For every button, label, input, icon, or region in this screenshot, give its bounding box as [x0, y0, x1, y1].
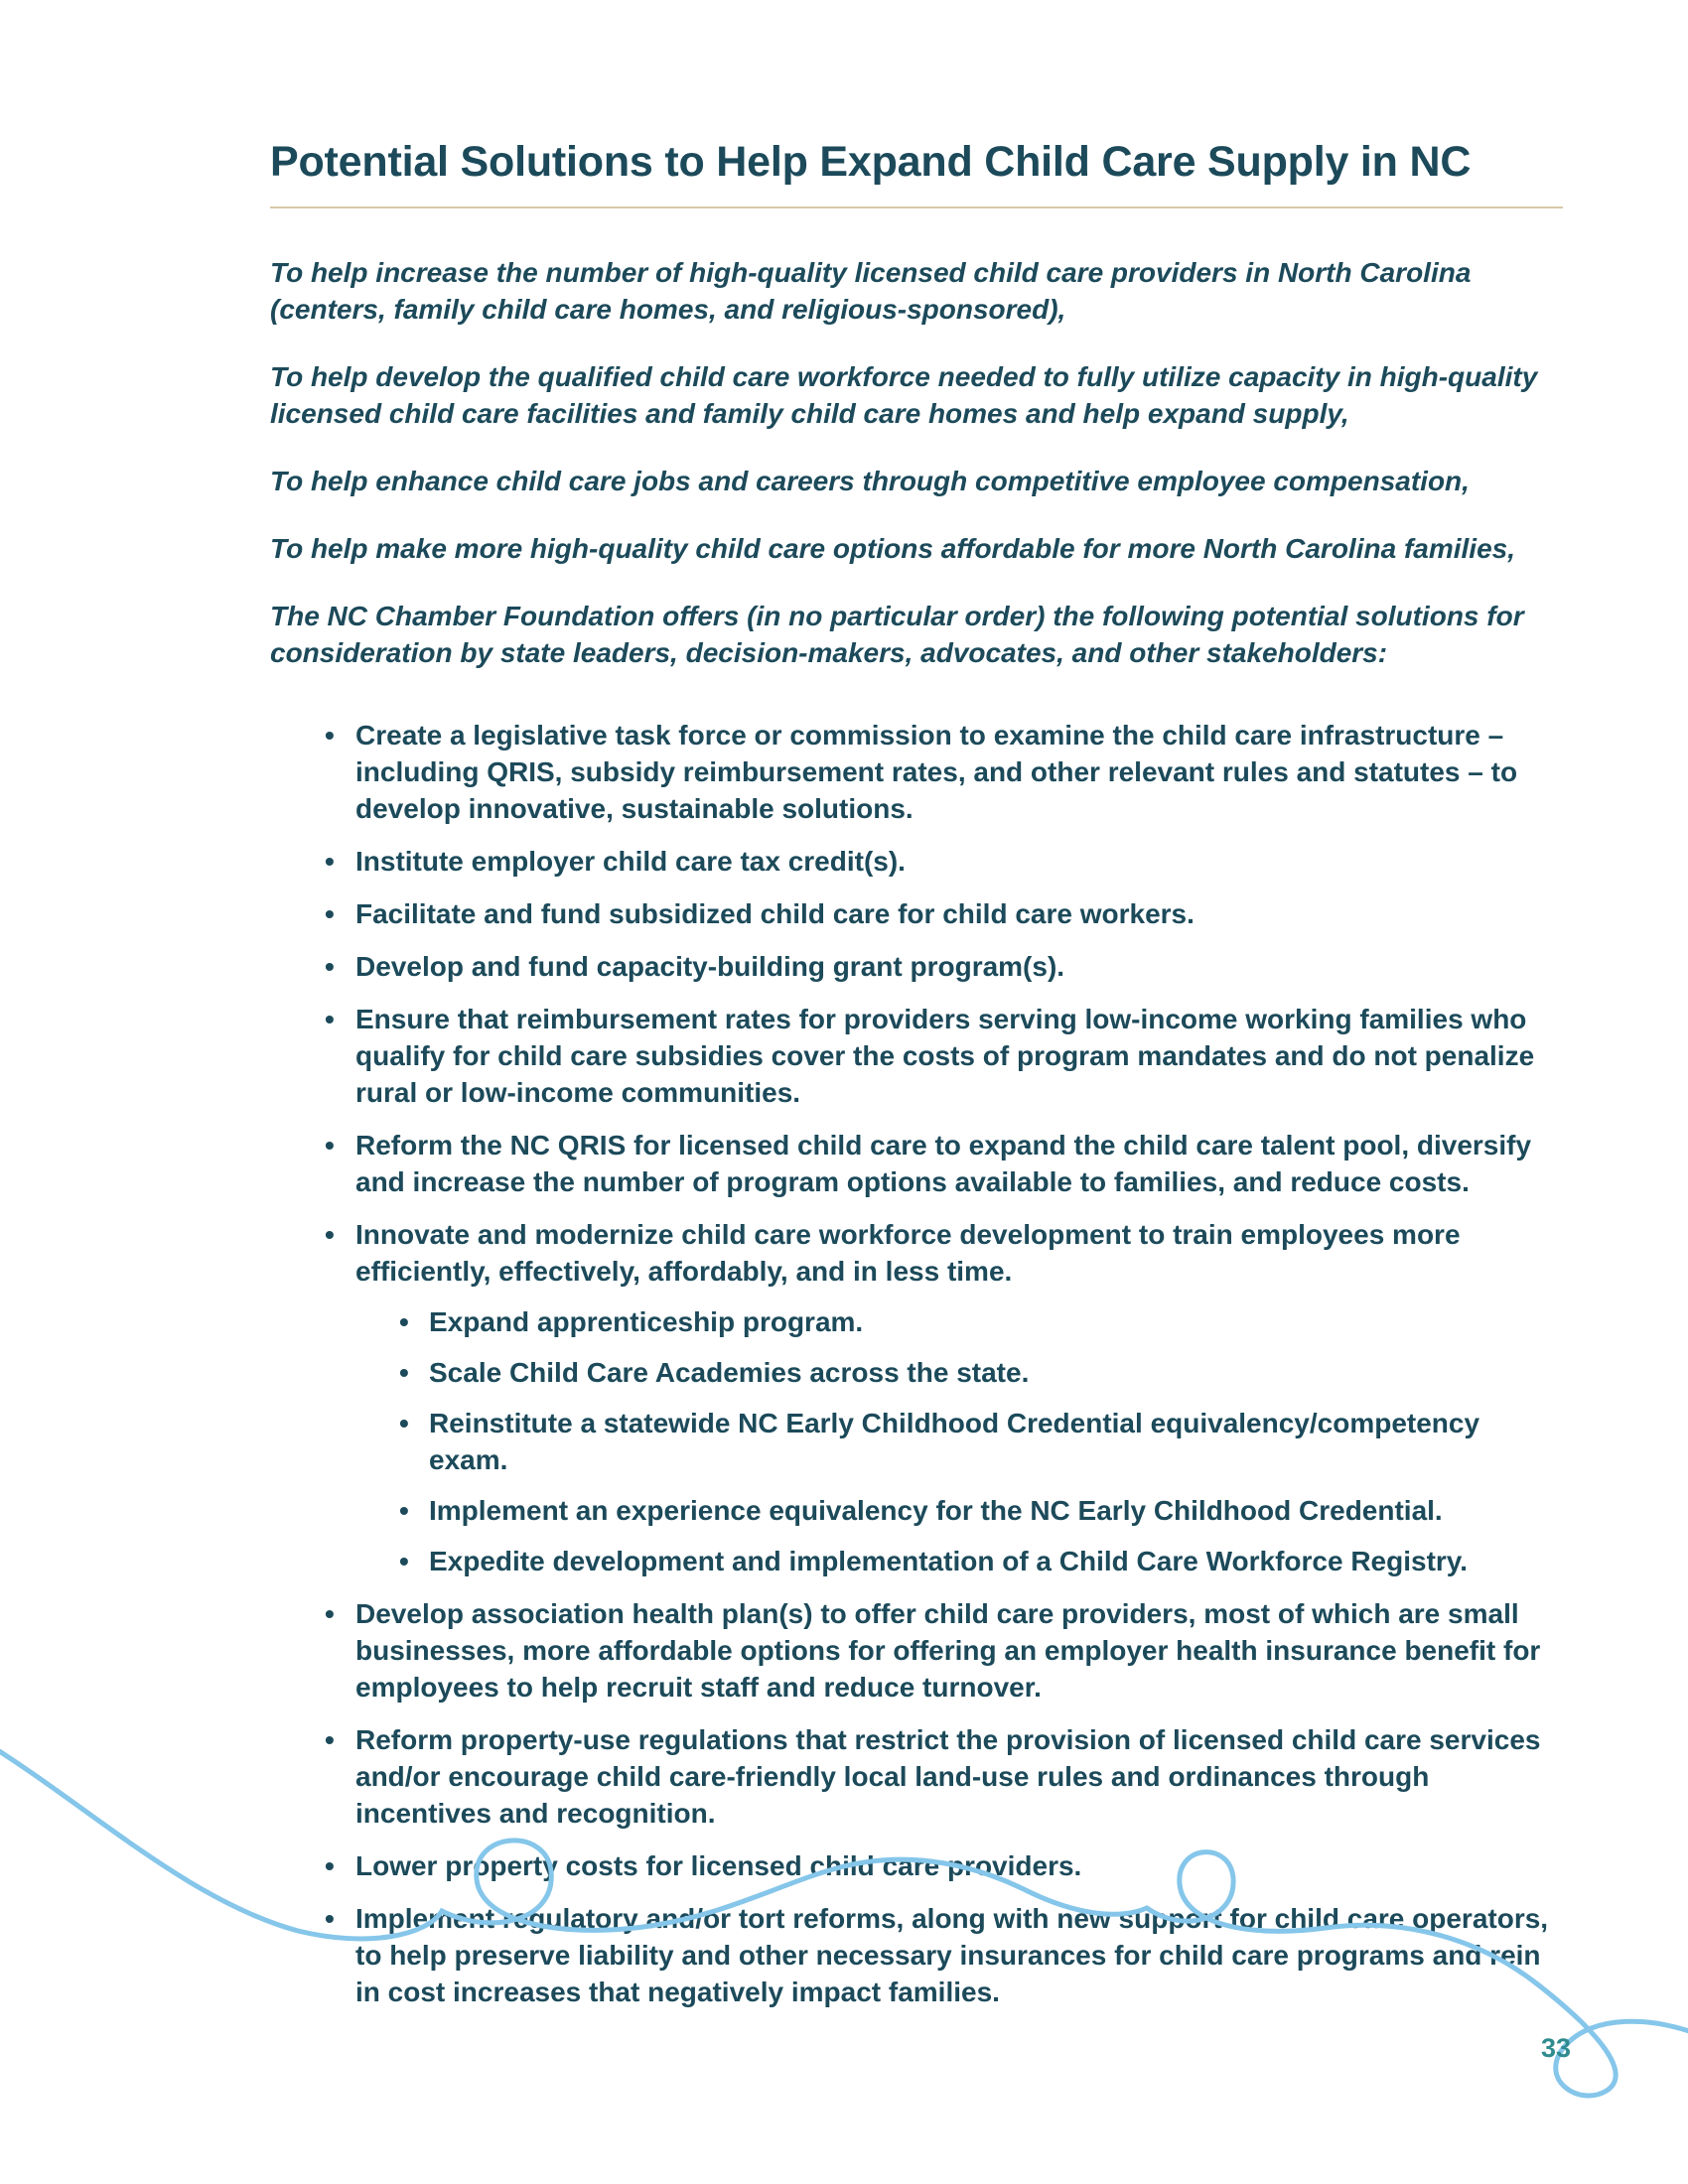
- intro-paragraph: The NC Chamber Foundation offers (in no particular order) the following potential solutions for consideration by state leaders, decision-makers, advocates, and other stakeholders:: [270, 601, 1524, 668]
- bullet-text: Innovate and modernize child care workforce development to train employees more efficiently, effectively, affordably, and in less time.: [355, 1219, 1461, 1287]
- bullet-text: Reform property-use regulations that restrict the provision of licensed child care services and/or encourage child care-friendly local land-use rules and ordinances through incentives and recognition.: [355, 1724, 1541, 1829]
- sub-bullet-text: Reinstitute a statewide NC Early Childhood Credential equivalency/competency exam.: [429, 1408, 1480, 1475]
- bullet-dot: •: [399, 1495, 409, 1526]
- bullet-dot: •: [325, 951, 335, 982]
- solutions-list: [270, 717, 1563, 2010]
- sub-bullet-text: Expand apprenticeship program.: [429, 1306, 864, 1337]
- page-number: 33: [1540, 2033, 1571, 2063]
- sub-bullet-text: Implement an experience equivalency for the NC Early Childhood Credential.: [429, 1495, 1443, 1526]
- bullet-item: [270, 1001, 1563, 1111]
- sub-bullet-item: [399, 1405, 1563, 1478]
- bullet-item: [270, 1900, 1563, 2010]
- bullet-dot: •: [325, 1598, 335, 1629]
- bullet-text: Develop and fund capacity-building grant program(s).: [355, 951, 1065, 982]
- bullet-dot: •: [325, 1724, 335, 1755]
- bullet-dot: •: [325, 846, 335, 877]
- bullet-item: [270, 895, 1563, 932]
- bullet-text: Develop association health plan(s) to offer child care providers, most of which are small businesses, more affordable options for offering an employer health insurance benefit for employees to help recruit staff and reduce turnover.: [355, 1598, 1541, 1703]
- sub-bullet-text: Scale Child Care Academies across the state.: [429, 1357, 1030, 1388]
- bullet-dot: •: [399, 1306, 409, 1337]
- bullet-item: [270, 1595, 1563, 1706]
- bullet-text: Ensure that reimbursement rates for providers serving low-income working families who qualify for child care subsidies cover the costs of program mandates and do not penalize rural or low-income communities.: [355, 1004, 1535, 1108]
- bullet-item: [270, 843, 1563, 880]
- sub-bullet-item: [399, 1354, 1563, 1391]
- bullet-text: Implement regulatory and/or tort reforms, along with new support for child care operators, to help preserve liability and other necessary insurances for child care programs and rein in cost increases that negatively impact families.: [355, 1903, 1549, 2007]
- bullet-dot: •: [325, 1130, 335, 1160]
- bullet-group: [355, 1216, 1563, 1579]
- sub-bullet-text: Expedite development and implementation of a Child Care Workforce Registry.: [429, 1546, 1469, 1576]
- sub-bullet-item: [399, 1543, 1563, 1579]
- bullet-item: [270, 1847, 1563, 1884]
- bullet-text: Facilitate and fund subsidized child care for child care workers.: [355, 898, 1195, 929]
- bullet-text: Reform the NC QRIS for licensed child care to expand the child care talent pool, diversify and increase the number of program options available to families, and reduce costs.: [355, 1130, 1532, 1197]
- bullet-item: [270, 1721, 1563, 1832]
- sub-bullet-item: [399, 1303, 1563, 1340]
- bullet-dot: •: [399, 1546, 409, 1576]
- bullet-dot: •: [325, 1903, 335, 1934]
- intro-paragraph: To help increase the number of high-quality licensed child care providers in North Carolina (centers, family child care homes, and religious-sponsored),: [270, 257, 1472, 325]
- page-title: Potential Solutions to Help Expand Child Care Supply in NC: [270, 138, 1472, 186]
- bullet-dot: •: [399, 1357, 409, 1388]
- bullet-text: Create a legislative task force or commission to examine the child care infrastructure – including QRIS, subsidy reimbursement rates, and other relevant rules and statutes – to develop innovative, sustainable solutions.: [355, 720, 1518, 824]
- bullet-item: [270, 1216, 1563, 1579]
- bullet-dot: •: [399, 1408, 409, 1438]
- bullet-dot: •: [325, 720, 335, 751]
- intro-paragraph: To help make more high-quality child care options affordable for more North Carolina families,: [270, 533, 1515, 564]
- bullet-item: [270, 717, 1563, 827]
- title-divider: [270, 206, 1563, 208]
- bullet-dot: •: [325, 1004, 335, 1034]
- bullet-dot: •: [325, 1850, 335, 1881]
- bullet-text: Institute employer child care tax credit(s).: [355, 846, 906, 877]
- bullet-item: [270, 948, 1563, 985]
- bullet-dot: •: [325, 898, 335, 929]
- intro-paragraph: To help develop the qualified child care workforce needed to fully utilize capacity in high-quality licensed child care facilities and family child care homes and help expand supply,: [270, 361, 1538, 429]
- sub-bullet-item: [399, 1492, 1563, 1529]
- page-content: [270, 137, 1563, 2026]
- bullet-dot: •: [325, 1219, 335, 1250]
- intro-paragraph: To help enhance child care jobs and careers through competitive employee compensation,: [270, 466, 1470, 496]
- bullet-text: Lower property costs for licensed child care providers.: [355, 1850, 1082, 1881]
- bullet-item: [270, 1127, 1563, 1200]
